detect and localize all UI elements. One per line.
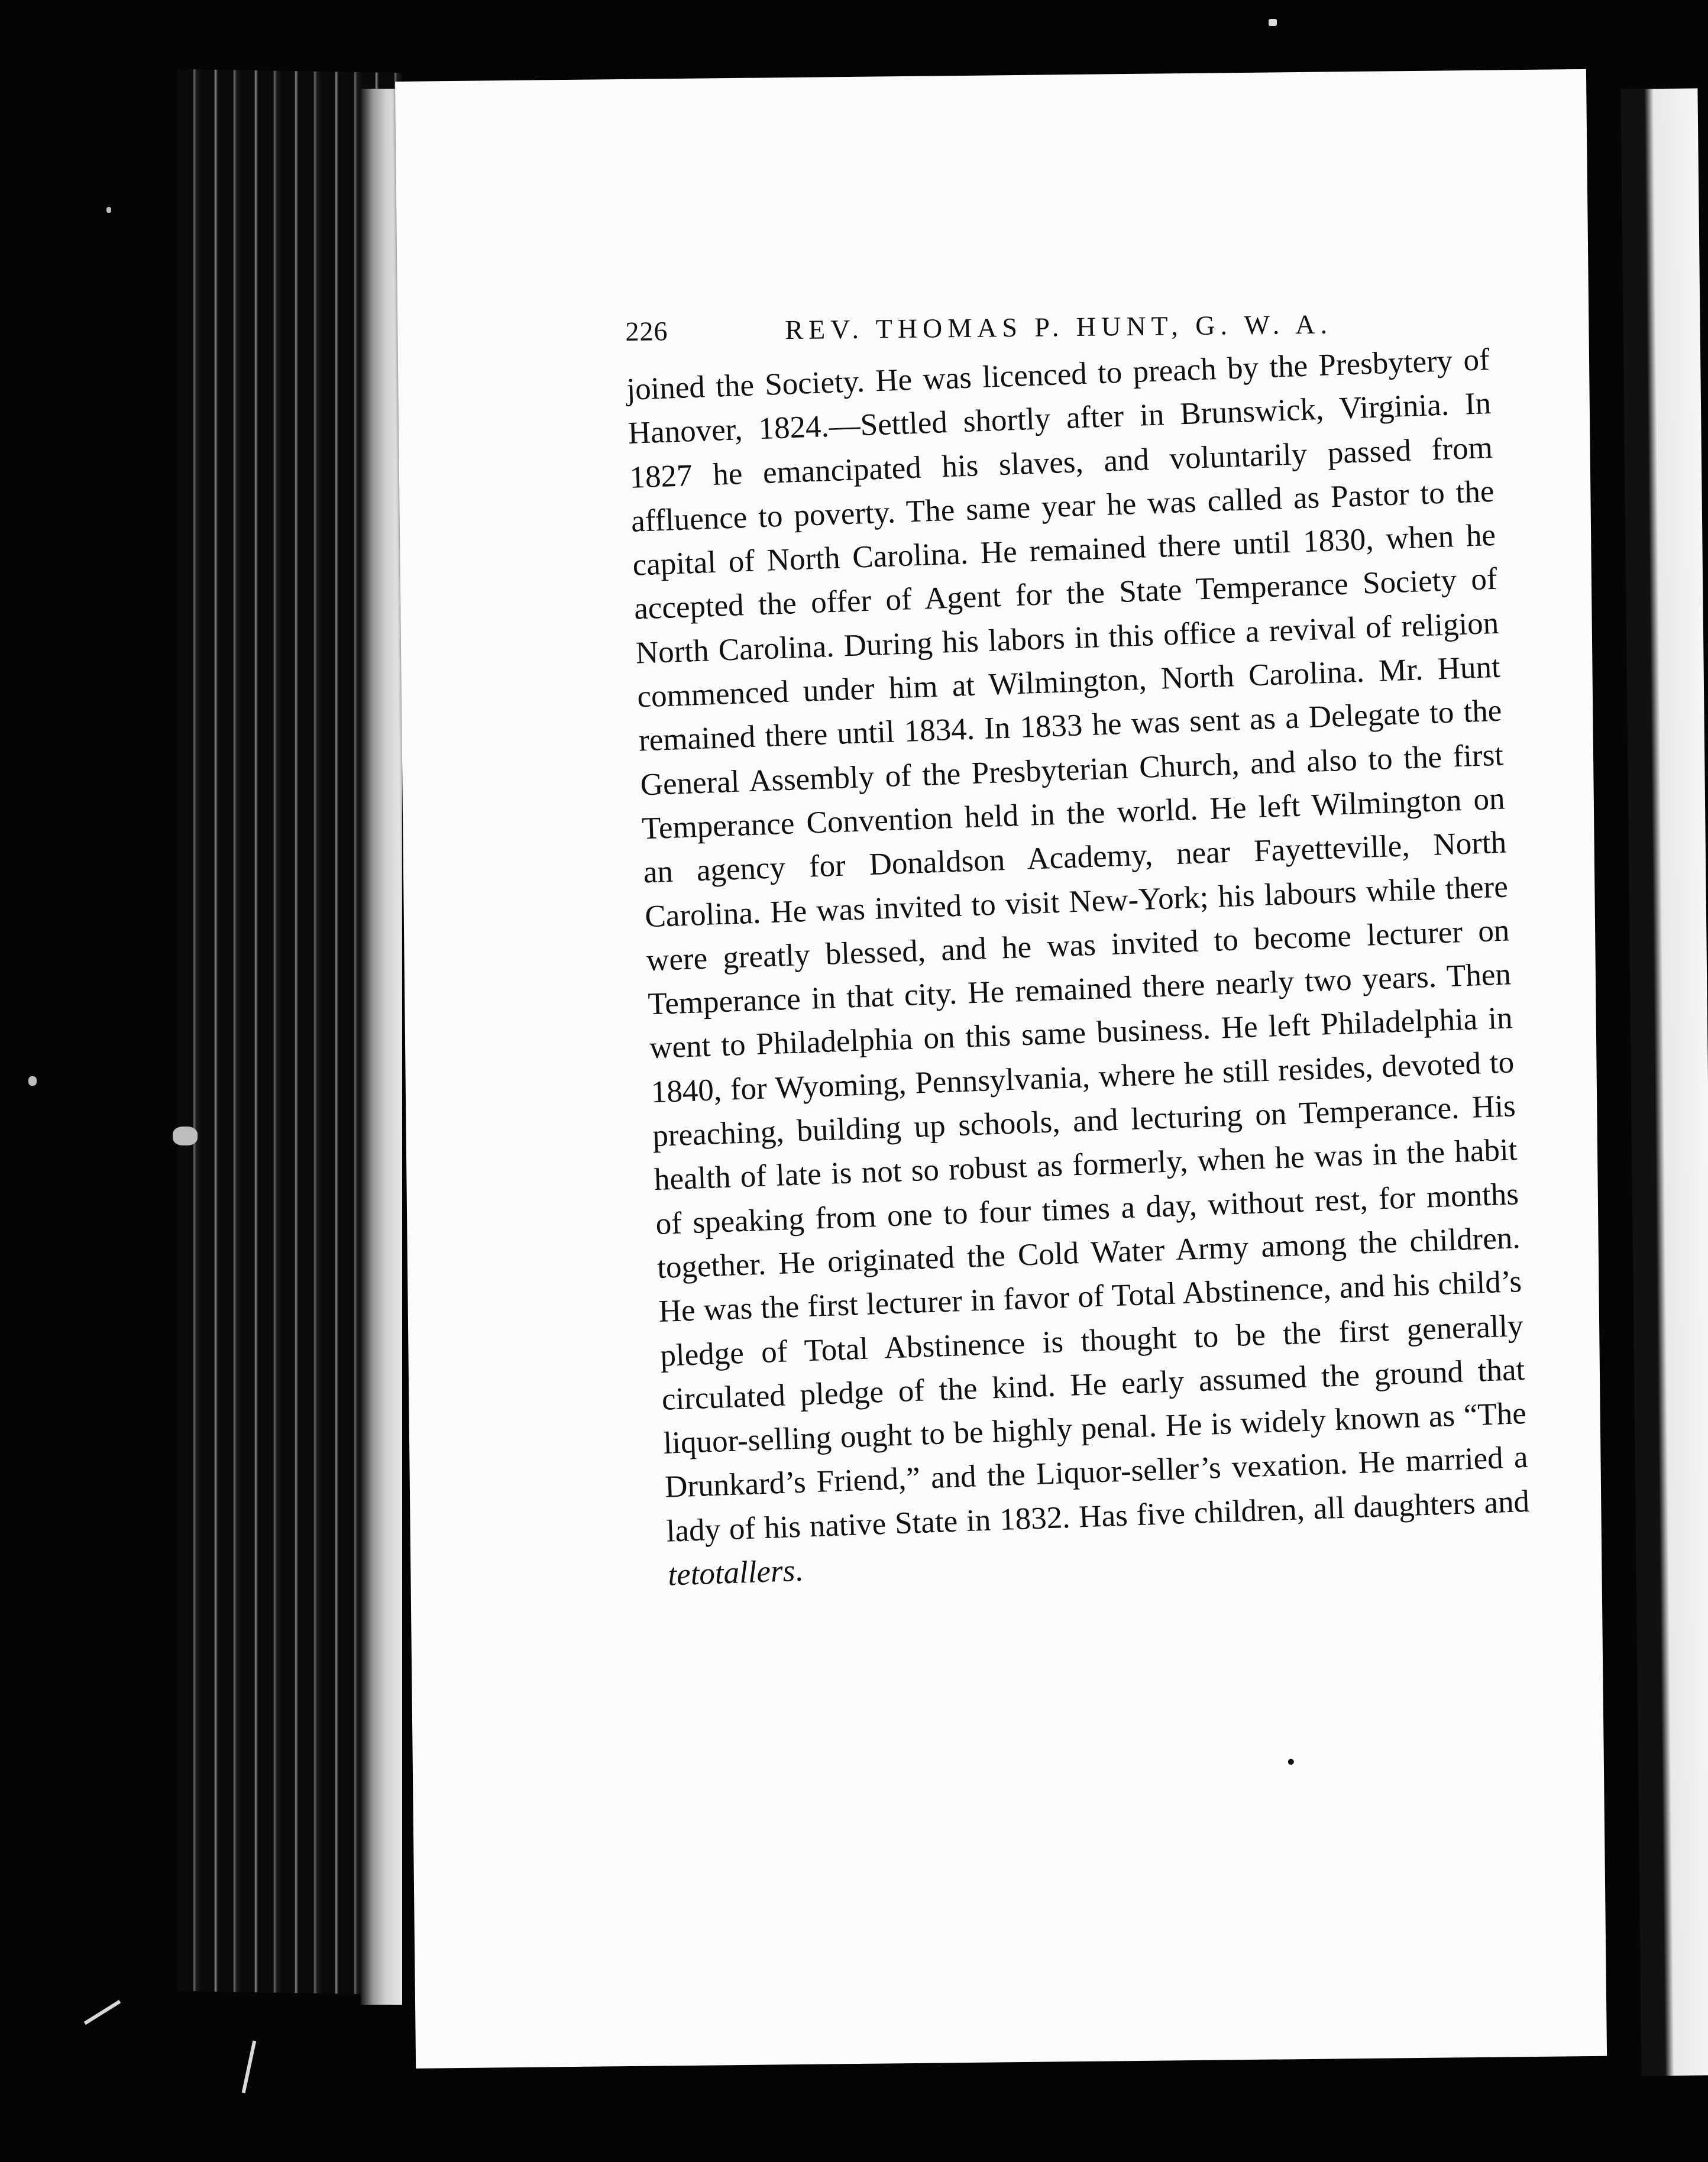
scan-speck	[106, 207, 111, 213]
scan-speck	[173, 1127, 198, 1145]
body-paragraph	[626, 338, 1532, 1597]
scan-scratch	[84, 2000, 121, 2025]
scan-scratch	[242, 2040, 257, 2093]
facing-page-sliver	[1620, 88, 1708, 2076]
body-text-end: .	[794, 1553, 804, 1588]
page-edge-highlight	[361, 89, 402, 2005]
running-head: REV. THOMAS P. HUNT, G. W. A.	[785, 309, 1333, 345]
ink-dot	[1288, 1759, 1294, 1765]
scan-speck	[28, 1076, 37, 1086]
body-text-main: joined the Society. He was licenced to preach by the Presbytery of Hanover, 1824.—Settled shortly after in Brunswick, Virginia. In 1827 he emancipated his slaves, and voluntarily passed from affluence to poverty. The same year he was called as Pastor to the capital of North Carolina. He remained there until 1830, when he accepted the offer of Agent for the State Temperance Society of North Carolina. During his labors in this office a revival of religion commenced under him at Wilmington, North Carolina. Mr. Hunt remained there until 1834. In 1833 he was sent as a Delegate to the General Assembly of the Presbyterian Church, and also to the first Temperance Convention held in the world. He left Wilmington on an agency for Donaldson Academy, near Fayetteville, North Carolina. He was invited to visit New-York; his labours while there were greatly blessed, and he was invited to become lecturer on Temperance in that city. He remained there nearly two years. Then went to Philadelphia on this same business. He left Philadelphia in 1840, for Wyoming, Pennsylvania, where he still resides, devoted to preaching, building up schools, and lecturing on Temperance. His health of late is not so robust as formerly, when he was in the habit of speaking from one to four times a day, without rest, for months together. He originated the Cold Water Army among the children. He was the first lecturer in favor of Total Abstinence, and his child’s pledge of Total Abstinence is thought to be the first generally circulated pledge of the kind. He early assumed the ground that liquor-selling ought to be highly penal. He is widely known as “The Drunkard’s Friend,” and the Liquor-seller’s vexation. He married a lady of his native State in 1832. Has five children, all daughters and	[626, 342, 1530, 1549]
book-page	[395, 69, 1607, 2069]
italic-word: tetotallers	[667, 1553, 796, 1593]
scan-mark	[1269, 19, 1277, 26]
page-number: 226	[625, 316, 668, 347]
body-text	[626, 338, 1532, 1597]
